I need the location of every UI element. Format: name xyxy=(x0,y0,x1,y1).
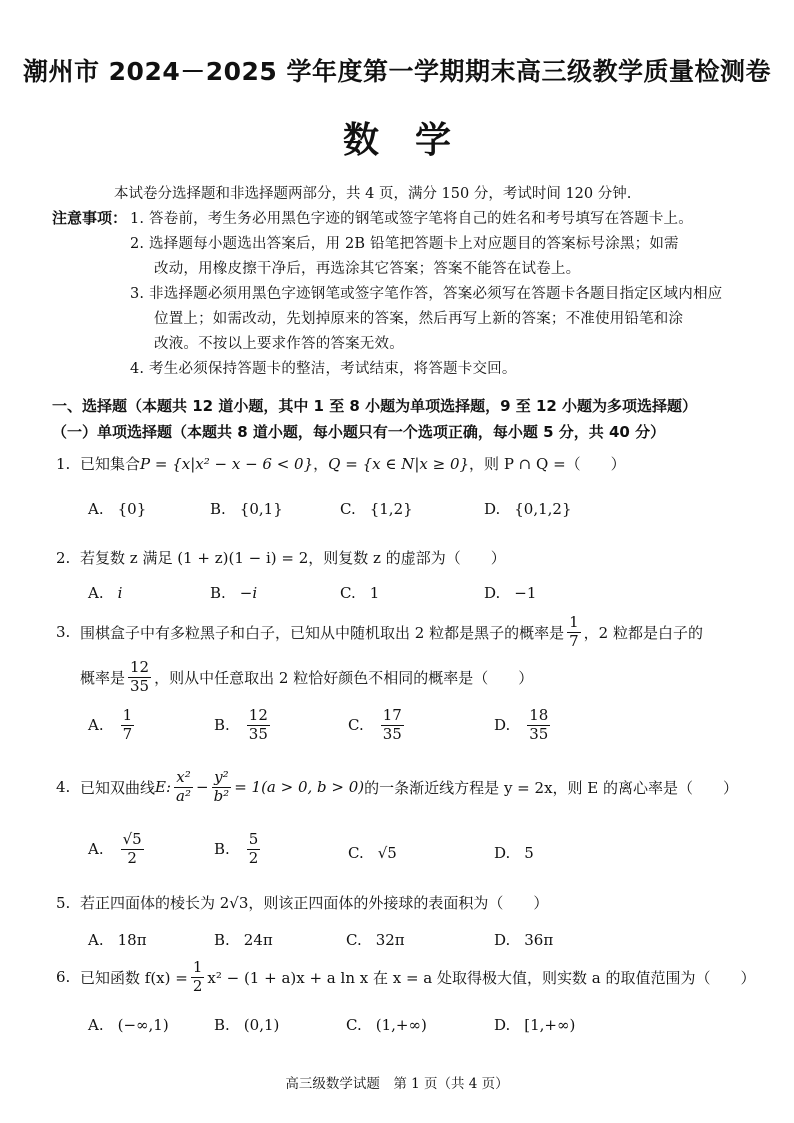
option-value: {0,1} xyxy=(239,500,283,518)
option-letter: B. xyxy=(214,716,230,735)
option-value: 24π xyxy=(243,931,273,949)
numerator: 12 xyxy=(130,658,150,676)
notice-item: 1. 答卷前，考生务必用黑色字迹的钢笔或签字笔将自己的姓名和考号填写在答题卡上。 xyxy=(130,211,693,227)
curve-name: E: xyxy=(155,778,172,797)
option-d xyxy=(484,584,536,602)
question-text: 已知双曲线 xyxy=(80,778,156,797)
numerator: 18 xyxy=(529,706,549,724)
fraction xyxy=(191,960,205,995)
numerator: 12 xyxy=(248,706,268,724)
option-c xyxy=(340,584,379,602)
option-value: {0,1,2} xyxy=(514,500,572,518)
operator: − xyxy=(196,778,209,797)
option-letter: C. xyxy=(340,584,356,602)
option-value: 32π xyxy=(375,931,405,949)
question-number: 2. xyxy=(56,548,71,567)
option-letter: B. xyxy=(214,931,230,949)
denominator: 2 xyxy=(248,848,259,867)
exam-title: 潮州市 2024－2025 学年度第一学期期末高三级教学质量检测卷 xyxy=(22,57,772,86)
option-d xyxy=(494,844,534,862)
option-c xyxy=(346,931,405,949)
denominator: 2 xyxy=(192,976,203,995)
option-a xyxy=(88,500,146,518)
question-4 xyxy=(56,770,738,805)
numerator: y² xyxy=(214,768,229,786)
option-value: (1,+∞) xyxy=(375,1016,427,1034)
option-letter: A. xyxy=(88,1016,104,1034)
option-b xyxy=(214,832,263,867)
option-a xyxy=(88,708,137,743)
denominator: 7 xyxy=(569,631,579,650)
option-c xyxy=(346,1016,427,1034)
page-footer: 高三级数学试题 第 1 页（共 4 页） xyxy=(285,1076,509,1092)
option-letter: D. xyxy=(494,931,511,949)
option-value: 36π xyxy=(524,931,554,949)
option-value xyxy=(121,832,144,867)
option-d xyxy=(484,500,572,518)
question-5 xyxy=(56,892,548,913)
set-p: P = {x|x² − x − 6 < 0} xyxy=(140,454,314,473)
option-letter: D. xyxy=(484,584,501,602)
question-text: 若复数 z 满足 (1 + z)(1 − i) = 2，则复数 z 的虚部为（ ） xyxy=(80,549,506,567)
fraction xyxy=(174,770,193,805)
question-6 xyxy=(56,960,756,995)
question-number: 5. xyxy=(56,893,71,912)
option-value: [1,+∞) xyxy=(524,1016,576,1034)
denominator: 35 xyxy=(529,724,549,743)
fraction xyxy=(212,770,232,805)
option-value: 18π xyxy=(117,931,147,949)
option-value: 1 xyxy=(369,584,380,602)
option-value xyxy=(247,708,270,743)
subject-title: 数学 xyxy=(342,120,487,161)
option-d xyxy=(494,708,553,743)
denominator: 35 xyxy=(130,676,150,695)
notice-label: 注意事项： xyxy=(52,209,128,227)
option-b xyxy=(210,500,283,518)
numerator: x² xyxy=(176,768,191,786)
fraction xyxy=(128,660,151,695)
fraction xyxy=(567,615,581,650)
option-a xyxy=(88,1016,169,1034)
equation: = 1(a > 0, b > 0) xyxy=(234,778,365,797)
notice-item: 4. 考生必须保持答题卡的整洁，考试结束，将答题卡交回。 xyxy=(130,361,517,377)
option-value: {1,2} xyxy=(369,500,413,518)
question-text: 概率是 xyxy=(80,668,126,687)
option-letter: C. xyxy=(346,1016,362,1034)
option-letter: C. xyxy=(348,844,364,862)
option-b xyxy=(214,1016,279,1034)
question-text: x² − (1 + a)x + a ln x 在 x = a 处取得极大值，则实数 a 的取值范围为（ ） xyxy=(207,968,756,987)
notice-item: 改液。不按以上要求作答的答案无效。 xyxy=(154,336,404,352)
section-subheading: （一）单项选择题（本题共 8 道小题，每小题只有一个选项正确，每小题 5 分，共 40 分） xyxy=(52,423,666,441)
question-number: 4. xyxy=(56,778,71,797)
option-value xyxy=(527,708,550,743)
question-text: 围棋盒子中有多粒黑子和白子，已知从中随机取出 2 粒都是黑子的概率是 xyxy=(80,623,565,642)
notice-item: 改动，用橡皮擦干净后，再选涂其它答案；答案不能答在试卷上。 xyxy=(154,261,581,277)
option-value xyxy=(247,832,261,867)
option-value xyxy=(121,708,135,743)
notice-item: 位置上；如需改动，先划掉原来的答案，然后再写上新的答案；不准使用铅笔和涂 xyxy=(154,311,684,327)
option-letter: C. xyxy=(346,931,362,949)
question-text: 已知函数 f(x) = xyxy=(80,968,188,987)
option-letter: A. xyxy=(88,500,104,518)
separator: ， xyxy=(313,455,329,473)
option-letter: C. xyxy=(340,500,356,518)
denominator: b² xyxy=(213,786,230,805)
option-b xyxy=(214,708,273,743)
option-value: {0} xyxy=(117,500,147,518)
option-c xyxy=(340,500,413,518)
question-2 xyxy=(56,547,506,568)
numerator: 5 xyxy=(248,830,259,848)
numerator: 1 xyxy=(192,958,203,976)
option-c xyxy=(348,844,397,862)
question-number: 3. xyxy=(56,623,71,642)
option-value: 5 xyxy=(524,844,534,862)
option-value: i xyxy=(117,584,123,602)
question-text: 若正四面体的棱长为 2√3，则该正四面体的外接球的表面积为（ ） xyxy=(80,894,549,912)
option-letter: C. xyxy=(348,716,364,735)
denominator: a² xyxy=(176,786,191,805)
notice-item: 2. 选择题每小题选出答案后，用 2B 铅笔把答题卡上对应题目的答案标号涂黑；如需 xyxy=(130,236,679,252)
option-letter: B. xyxy=(210,584,226,602)
denominator: 7 xyxy=(122,724,133,743)
option-value xyxy=(381,708,404,743)
question-3-line-2 xyxy=(80,660,533,695)
question-text: ，2 粒都是白子的 xyxy=(583,623,703,642)
option-a xyxy=(88,832,147,867)
question-3 xyxy=(56,615,703,650)
option-d xyxy=(494,1016,575,1034)
option-letter: A. xyxy=(88,840,104,859)
question-text: ，则从中任意取出 2 粒恰好颜色不相同的概率是（ ） xyxy=(154,668,534,687)
denominator: 35 xyxy=(248,724,268,743)
option-b xyxy=(214,931,273,949)
question-1 xyxy=(56,453,626,474)
option-b xyxy=(210,584,257,602)
numerator: √5 xyxy=(122,830,142,848)
numerator: 1 xyxy=(122,706,133,724)
option-d xyxy=(494,931,553,949)
option-letter: D. xyxy=(494,1016,511,1034)
option-letter: D. xyxy=(494,716,511,735)
option-value: √5 xyxy=(377,844,397,862)
denominator: 35 xyxy=(382,724,402,743)
option-letter: A. xyxy=(88,931,104,949)
notice-item: 3. 非选择题必须用黑色字迹钢笔或签字笔作答，答案必须写在答题卡各题目指定区域内相应 xyxy=(130,286,723,302)
question-text: 已知集合 xyxy=(80,455,141,473)
section-heading: 一、选择题（本题共 12 道小题，其中 1 至 8 小题为单项选择题，9 至 12 小题为多项选择题） xyxy=(52,397,698,415)
option-value: (0,1) xyxy=(243,1016,280,1034)
question-number: 6. xyxy=(56,968,71,987)
exam-intro: 本试卷分选择题和非选择题两部分，共 4 页，满分 150 分，考试时间 120 分钟. xyxy=(114,186,632,202)
option-letter: D. xyxy=(494,844,511,862)
set-q: Q = {x ∈ N|x ≥ 0} xyxy=(328,454,470,473)
option-a xyxy=(88,584,122,602)
numerator: 1 xyxy=(569,613,579,631)
option-letter: A. xyxy=(88,716,104,735)
option-a xyxy=(88,931,147,949)
option-letter: B. xyxy=(214,1016,230,1034)
option-c xyxy=(348,708,407,743)
denominator: 2 xyxy=(127,848,137,867)
option-letter: B. xyxy=(214,840,230,859)
question-text: ，则 P ∩ Q =（ ） xyxy=(469,455,626,473)
numerator: 17 xyxy=(382,706,402,724)
option-value: −i xyxy=(239,584,258,602)
option-letter: A. xyxy=(88,584,104,602)
question-text: 的一条渐近线方程是 y = 2x，则 E 的离心率是（ ） xyxy=(364,778,739,797)
option-letter: B. xyxy=(210,500,226,518)
question-number: 1. xyxy=(56,454,71,473)
option-letter: D. xyxy=(484,500,501,518)
option-value: (−∞,1) xyxy=(117,1016,169,1034)
option-value: −1 xyxy=(514,584,537,602)
